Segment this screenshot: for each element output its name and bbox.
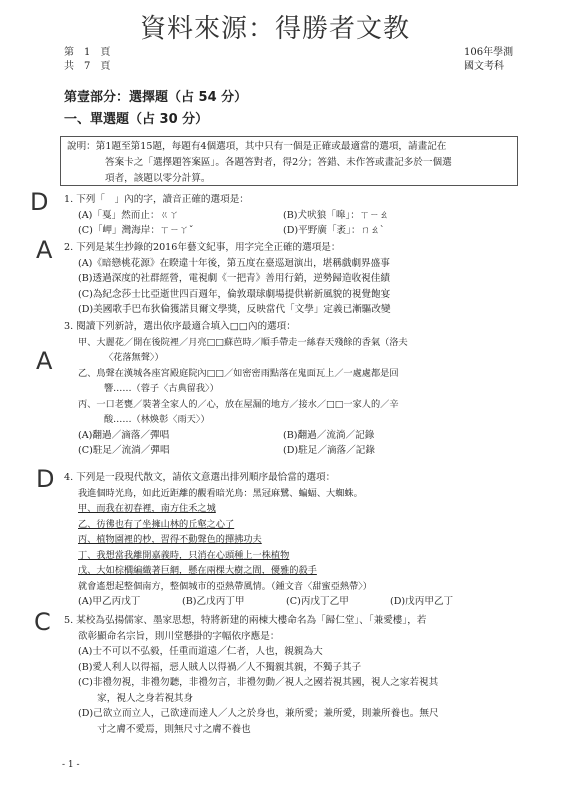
question-stem: 閱讀下列新詩，選出依序最適合填入□□內的選項： (76, 321, 296, 332)
question-number: 3. (64, 321, 74, 332)
question-number: 2. (64, 242, 74, 253)
poem-line: 丙、一口老甕／裝著全家人的／心，放在屋漏的地方／接水／□□一家人的／辛 (78, 398, 399, 410)
margin-mark: D (36, 465, 55, 493)
subsection-title: 一、單選題（占 30 分） (64, 112, 209, 127)
option-c: (C)為紀念莎士比亞逝世四百週年，倫敦環球劇場提供嶄新風貌的視覺飽宴 (78, 288, 391, 300)
passage-line: 乙、彷彿也有了坐擁山林的丘壑之心了 (78, 518, 235, 530)
question-number: 5. (64, 615, 74, 626)
instructions-box (60, 136, 518, 186)
option-d: (D)平野廣「袤」：ㄇㄠˋ (283, 225, 385, 236)
question-stem-continued: 欲彰顯命名宗旨，則川堂懸掛的字幅依序應是： (78, 630, 280, 642)
page-footer: - 1 - (62, 760, 80, 770)
option-d: (D)美國歌手巴布狄倫獲諾貝爾文學獎，反映當代「文學」定義已漸驅改變 (78, 304, 391, 315)
option-b: (B)愛人利人以得福，惡人賊人以得禍／人不獨親其親，不獨子其子 (78, 661, 362, 673)
option-b: (B)翻過／流淌／記錄 (283, 429, 375, 441)
margin-mark: D (30, 188, 49, 216)
section-title: 第壹部分：選擇題（占 54 分） (64, 90, 248, 105)
option-d: (D)己欲立而立人，己欲達而達人／人之於身也，兼所愛；兼所愛，則兼所養也。無尺 (78, 708, 439, 719)
passage-line: 我進個時光鳥，如此近距離的觀看暗光鳥：黑冠麻鷺、蝙蝠、大蜘蛛。 (78, 487, 363, 499)
page-number: 第 1 頁 (64, 47, 111, 58)
passage-line: 丙、植物園裡的杪，習得不動聲色的撣拂功夫 (78, 534, 262, 545)
option-a: (A)翻過／滴落／彈唱 (78, 429, 170, 441)
question-3 (64, 319, 534, 459)
question-number: 4. (64, 472, 74, 483)
option-c-continued: 家，視人之身若視其身 (78, 692, 194, 704)
option-c: (C)「岬」灣海岸：ㄒㄧㄚˇ (78, 225, 194, 236)
option-c: (C)駐足／流淌／彈唱 (78, 445, 170, 456)
option-a: (A)「戛」然而止：ㄍㄚ (78, 209, 179, 221)
page-total: 共 7 頁 (64, 61, 111, 72)
option-b: (B)犬吠狼「嗥」：ㄒㄧㄠ (283, 209, 389, 221)
instruction-line: 答案卡之「選擇題答案區」。各題答對者，得2分；答錯、未作答或畫記多於一個選 (105, 157, 452, 168)
exam-name: 106年學測 (464, 47, 514, 58)
question-number: 1. (64, 194, 74, 205)
option-c: (C)非禮勿視，非禮勿聽，非禮勿言，非禮勿動／視人之國若視其國，視人之家若視其 (78, 677, 439, 688)
poem-line: 酸……（林煥彰〈雨天〉） (104, 414, 210, 425)
source-handwriting: 資料來源：得勝者文教 (140, 14, 411, 44)
passage-line: 甲、而我在初春裡，南方住禾之城 (78, 503, 216, 514)
option-b: (B)乙戊丙丁甲 (182, 596, 245, 607)
subject-name: 國文考科 (464, 61, 504, 72)
margin-mark: A (36, 347, 53, 375)
question-2 (64, 240, 534, 318)
passage-line: 戊、大如棕櫚編織著巨網，懸在兩棵大樹之間，優雅的殺手 (78, 565, 317, 576)
option-a: (A)《暗戀桃花源》在睽違十年後，第五度在臺巡迴演出，堪稱戲劇界盛事 (78, 257, 390, 269)
option-d: (D)駐足／滴落／記錄 (283, 445, 375, 456)
question-1 (64, 192, 534, 239)
margin-mark: C (34, 608, 51, 636)
instruction-line: 項者，該題以零分計算。 (105, 173, 211, 184)
question-stem: 下列是一段現代散文，請依文意選出排列順序最恰當的選項： (76, 472, 336, 483)
poem-line: 乙、鳥聲在漢城各座宮殿庭院內□□／如密密雨點落在鬼面瓦上／一處處都是回 (78, 367, 399, 379)
margin-mark: A (36, 236, 53, 264)
option-d: (D)戊丙甲乙丁 (390, 596, 454, 607)
question-4 (64, 470, 534, 610)
option-a: (A)士不可以不弘毅，任重而道遠／仁者，人也，親親為大 (78, 646, 323, 657)
question-stem: 下列是某生抄錄的2016年藝文紀事，用字完全正確的選項是： (76, 242, 341, 253)
option-c: (C)丙戊丁乙甲 (286, 596, 349, 607)
poem-line: 〈花落無聲〉） (104, 352, 164, 363)
passage-line: 丁、我想當我離開嘉義時，只消在心頭種上一株植物 (78, 549, 290, 561)
option-a: (A)甲乙丙戊丁 (78, 596, 141, 607)
question-stem: 下列「 」內的字，讀音正確的選項是： (76, 194, 249, 205)
question-5 (64, 613, 534, 737)
option-d-continued: 寸之膚不愛焉，則無尺寸之膚不養也 (78, 723, 251, 735)
passage-line: 就會遙想起整個南方，整個城市的亞熱帶風情。（鍾文音〈甜蜜亞熱帶〉） (78, 580, 372, 592)
question-stem: 某校為弘揚儒家、墨家思想，特將新建的兩棟大樓命名為「歸仁堂」、「兼愛樓」，若 (76, 615, 427, 626)
instruction-line: 說明：第1題至第15題，每題有4個選項，其中只有一個是正確或最適當的選項，請畫記在 (67, 141, 447, 152)
option-b: (B)透過深度的社群經營，電視劇《一把青》善用行銷，逆勢歸造收視佳績 (78, 273, 390, 284)
poem-line: 響……（蓉子〈古典留我〉） (104, 383, 219, 394)
poem-line: 甲、大麗花／開在後院裡／月亮□□蘇芭時／順手帶走一絲春天殘餘的香氣（洛夫 (78, 336, 408, 348)
